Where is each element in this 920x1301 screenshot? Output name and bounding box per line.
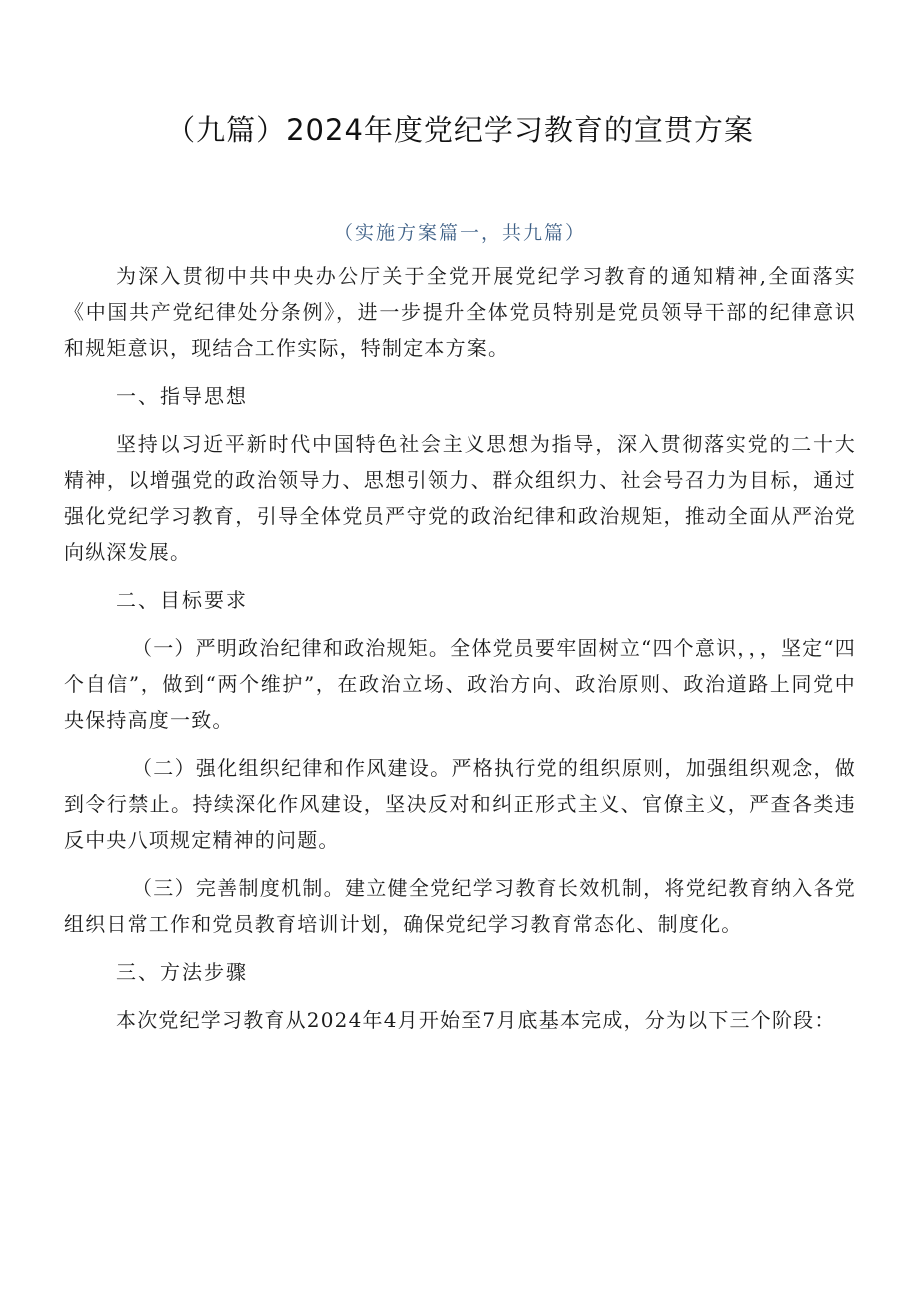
document-body (64, 258, 856, 1038)
section-heading-steps: 三、方法步骤 (116, 960, 248, 984)
paragraph-intro: 为深入贯彻中共中央办公厅关于全党开展党纪学习教育的通知精神,全面落实《中国共产党纪律处分条例》，进一步提升全体党员特别是党员领导干部的纪律意识和规矩意识，现结合工作实际，特制定本方案。 (64, 264, 856, 360)
section-heading-guiding-ideology: 一、指导思想 (116, 384, 248, 408)
section-heading-goals: 二、目标要求 (116, 588, 248, 612)
paragraph-guiding-ideology: 坚持以习近平新时代中国特色社会主义思想为指导，深入贯彻落实党的二十大精神，以增强党的政治领导力、思想引领力、群众组织力、社会号召力为目标，通过强化党纪学习教育，引导全体党员严守党的政治纪律和政治规矩，推动全面从严治党向纵深发展。 (64, 432, 856, 564)
paragraph-goal-1: （一）严明政治纪律和政治规矩。全体党员要牢固树立“四个意识，，，坚定“四个自信”，做到“两个维护”，在政治立场、政治方向、政治原则、政治道路上同党中央保持高度一致。 (64, 636, 856, 732)
paragraph-goal-3: （三）完善制度机制。建立健全党纪学习教育长效机制，将党纪教育纳入各党组织日常工作和党员教育培训计划，确保党纪学习教育常态化、制度化。 (64, 876, 856, 936)
document-subtitle: （实施方案篇一，共九篇） (333, 222, 586, 244)
paragraph-steps: 本次党纪学习教育从2024年4月开始至7月底基本完成，分为以下三个阶段： (116, 1008, 836, 1032)
paragraph-goal-2: （二）强化组织纪律和作风建设。严格执行党的组织原则，加强组织观念，做到令行禁止。持续深化作风建设，坚决反对和纠正形式主义、官僚主义，严查各类违反中央八项规定精神的问题。 (64, 756, 856, 852)
document-title: （九篇）2024年度党纪学习教育的宣贯方案 (166, 113, 754, 147)
